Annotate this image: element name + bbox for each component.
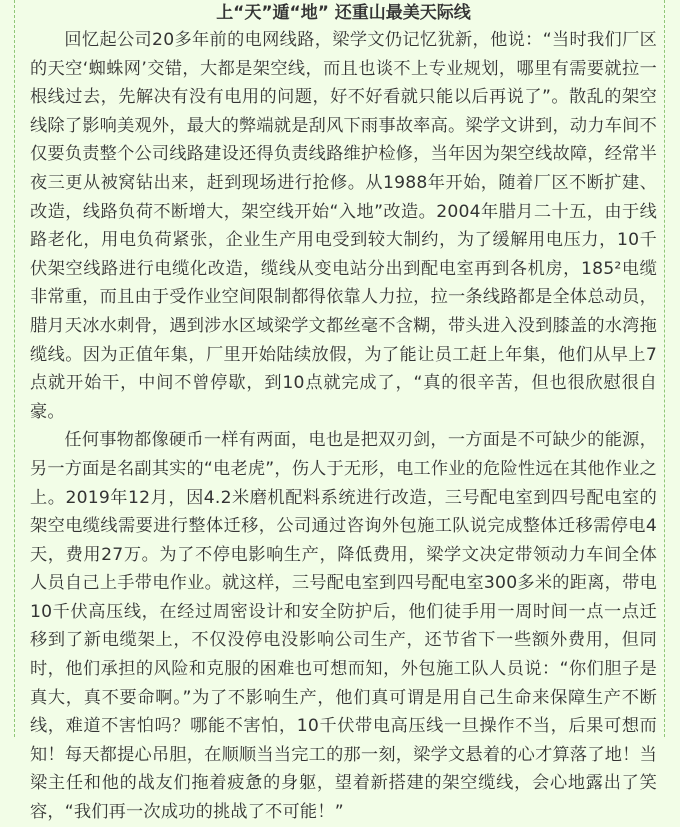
article-title: 上“天”遁“地” 还重山最美天际线 xyxy=(216,3,471,23)
article-paragraph-1: 回忆起公司20多年前的电网线路，梁学文仍记忆犹新，他说：“当时我们厂区的天空‘蜘蛛网’交错，大都是架空线，而且也谈不上专业规划，哪里有需要就拉一根线过去，先解决有没有电用的问题，好不好看就只能以后再说了”。散乱的架空线除了影响美观外，最大的弊端就是刮风下雨事故率高。梁学文讲到，动力车间不仅要负责整个公司线路建设还得负责线路维护检修，当年因为架空线故障，经常半夜三更从被窝钻出来，赶到现场进行抢修。从1988年开始，随着厂区不断扩建、改造，线路负荷不断增大，架空线开始“入地”改造。2004年腊月二十五，由于线路老化，用电负荷紧张，企业生产用电受到较大制约，为了缓解用电压力，10千伏架空线路进行电缆化改造，缆线从变电站分出到配电室再到各机房，185²电缆非常重，而且由于受作业空间限制都得依靠人力拉，拉一条线路都是全体总动员，腊月天冰水刺骨，遇到涉水区域梁学文都丝毫不含糊，带头进入没到膝盖的水湾拖缆线。因为正值年集，厂里开始陆续放假，为了能让员工赶上年集，他们从早上7点就开始干，中间不曾停歇，到10点就完成了，“真的很辛苦，但也很欣慰很自豪。 xyxy=(30,30,657,422)
article-paragraph-2: 任何事物都像硬币一样有两面，电也是把双刃剑，一方面是不可缺少的能源，另一方面是名副其实的“电老虎”，伤人于无形，电工作业的危险性远在其他作业之上。2019年12月，因4.2米磨机配料系统进行改造，三号配电室到四号配电室的架空电缆线需要进行整体迁移，公司通过咨询外包施工队说完成整体迁移需停电4天，费用27万。为了不停电影响生产，降低费用，梁学文决定带领动力车间全体人员自己上手带电作业。就这样，三号配电室到四号配电室300多米的距离，带电10千伏高压线，在经过周密设计和安全防护后，他们徒手用一周时间一点一点迁移到了新电缆架上，不仅没停电没影响公司生产，还节省下一些额外费用，但同时，他们承担的风险和克服的困难也可想而知，外包施工队人员说：“你们胆子是真大，真不要命啊。”为了不影响生产，他们真可谓是用自己生命来保障生产不断线，难道不害怕吗？哪能不害怕，10千伏带电高压线一旦操作不当，后果可想而知！每天都提心吊胆，在顺顺当当完工的那一刻，梁学文悬着的心才算落了地！当梁主任和他的战友们拖着疲惫的身躯，望着新搭建的架空缆线，会心地露出了笑容，“我们再一次成功的挑战了不可能！” xyxy=(30,430,657,823)
article-body xyxy=(30,0,657,827)
